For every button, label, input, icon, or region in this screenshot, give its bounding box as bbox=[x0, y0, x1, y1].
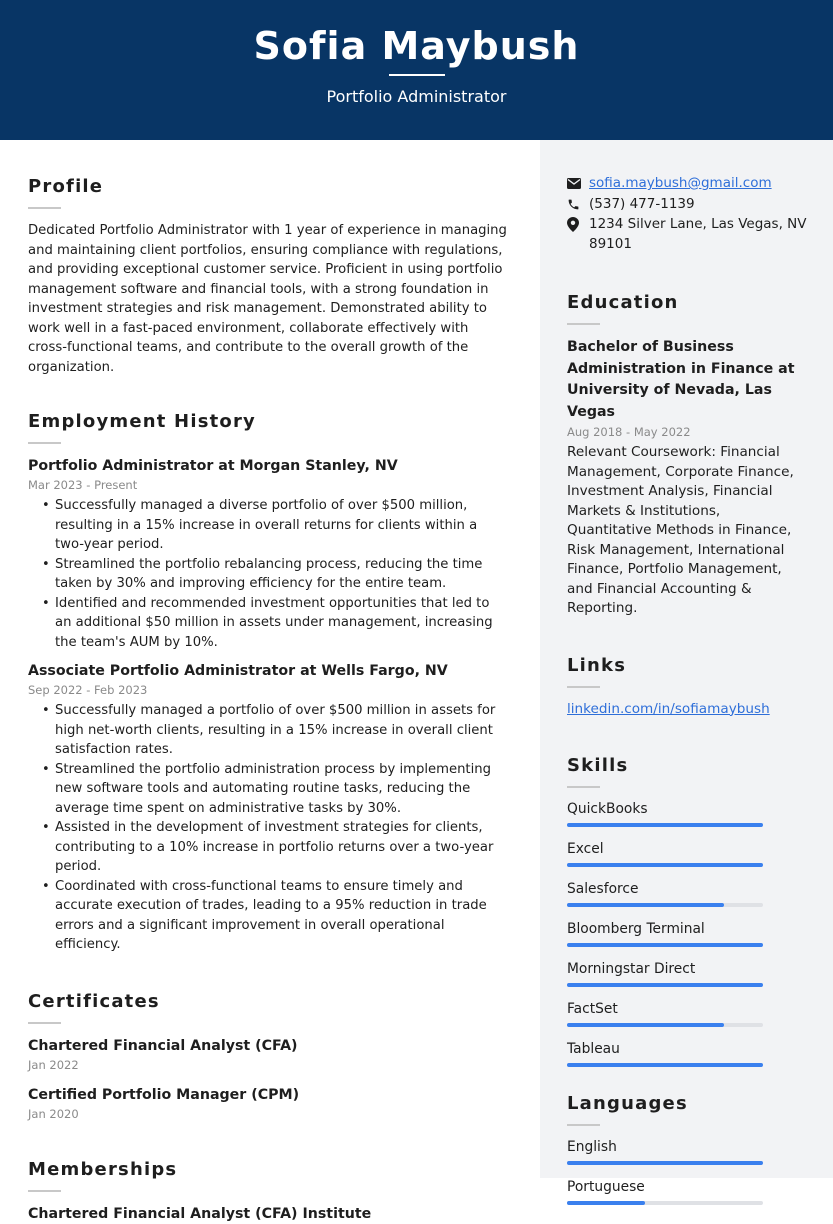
section-divider bbox=[567, 786, 600, 788]
envelope-icon bbox=[567, 174, 589, 193]
map-pin-icon bbox=[567, 215, 589, 234]
section-divider bbox=[28, 1190, 61, 1192]
section-divider bbox=[567, 686, 600, 688]
skill-item bbox=[567, 920, 807, 947]
skill-name: Bloomberg Terminal bbox=[567, 921, 705, 937]
certificate-name: Chartered Financial Analyst (CFA) bbox=[28, 1037, 298, 1054]
skill-bar bbox=[567, 943, 763, 947]
languages-heading: Languages bbox=[567, 1093, 688, 1114]
skill-bar bbox=[567, 823, 763, 827]
section-divider bbox=[28, 207, 61, 209]
section-divider bbox=[28, 442, 61, 444]
skill-bar-fill bbox=[567, 863, 763, 867]
skill-name: Excel bbox=[567, 841, 604, 857]
job-bullets bbox=[28, 496, 508, 652]
certificate-date: Jan 2022 bbox=[28, 1057, 79, 1072]
linkedin-link[interactable]: linkedin.com/in/sofiamaybush bbox=[567, 700, 770, 717]
header-divider bbox=[389, 74, 445, 76]
skill-bar bbox=[567, 1063, 763, 1067]
job-entry bbox=[28, 661, 508, 955]
membership-item: Chartered Financial Analyst (CFA) Institute bbox=[28, 1205, 372, 1222]
skill-bar-fill bbox=[567, 943, 763, 947]
links-section bbox=[567, 655, 807, 720]
job-bullets bbox=[28, 701, 508, 955]
links-heading: Links bbox=[567, 654, 627, 676]
section-divider bbox=[567, 1124, 600, 1126]
certificates-section bbox=[28, 991, 508, 1122]
memberships-section bbox=[28, 1159, 508, 1224]
candidate-title: Portfolio Administrator bbox=[326, 87, 507, 106]
section-divider bbox=[28, 1022, 61, 1024]
language-bar bbox=[567, 1201, 763, 1205]
skill-bar-fill bbox=[567, 983, 763, 987]
job-date: Mar 2023 - Present bbox=[28, 478, 138, 492]
profile-section bbox=[28, 176, 508, 377]
job-entry bbox=[28, 456, 508, 652]
language-bar bbox=[567, 1161, 763, 1165]
skill-item bbox=[567, 880, 807, 907]
language-name: English bbox=[567, 1139, 617, 1155]
skill-name: QuickBooks bbox=[567, 801, 648, 817]
skill-item bbox=[567, 1040, 807, 1067]
memberships-heading: Memberships bbox=[28, 1158, 178, 1180]
contact-phone-row bbox=[567, 195, 807, 215]
skill-bar bbox=[567, 983, 763, 987]
certificate-entry bbox=[28, 1085, 508, 1122]
profile-text: Dedicated Portfolio Administrator with 1 year of experience in managing and maintaining client portfolios, ensuring compliance with regulations, and providing exceptional customer service. Proficient in using portfolio management software and financial tools, with a strong foundation in investment strategies and risk management. Demonstrated ability to work well in a fast-paced environment, collaborate effectively with cross-functional teams, and contribute to the overall growth of the organization. bbox=[28, 223, 507, 375]
languages-section bbox=[567, 1093, 807, 1205]
education-details: Relevant Coursework: Financial Management, Corporate Finance, Investment Analysis, Financial Markets & Institutions, Quantitative Methods in Finance, Risk Management, International Finance, Portfolio Management, and Financial Accounting & Reporting. bbox=[567, 444, 794, 616]
job-bullet: • Successfully managed a diverse portfolio of over $500 million, resulting in a 15% increase in overall returns for clients within a two-year period. bbox=[28, 496, 508, 555]
skill-bar bbox=[567, 863, 763, 867]
sidebar-content bbox=[567, 140, 807, 1218]
certificate-date: Jan 2020 bbox=[28, 1106, 79, 1121]
employment-heading: Employment History bbox=[28, 411, 256, 432]
skills-heading: Skills bbox=[567, 755, 629, 776]
phone-text: (537) 477-1139 bbox=[589, 195, 695, 212]
job-bullet: • Streamlined the portfolio administration process by implementing new software tools and automating routine tasks, reducing the average time spent on administrative tasks by 30%. bbox=[28, 760, 508, 819]
skill-item bbox=[567, 960, 807, 987]
language-name: Portuguese bbox=[567, 1179, 645, 1195]
resume-header bbox=[0, 0, 833, 140]
language-bar-fill bbox=[567, 1161, 763, 1165]
language-item bbox=[567, 1138, 807, 1165]
skill-name: FactSet bbox=[567, 1001, 618, 1017]
skill-name: Morningstar Direct bbox=[567, 961, 696, 977]
job-title: Associate Portfolio Administrator at Wells Fargo, NV bbox=[28, 663, 448, 679]
email-link[interactable]: sofia.maybush@gmail.com bbox=[589, 175, 772, 191]
job-bullet: • Successfully managed a portfolio of over $500 million in assets for high net-worth clients, resulting in a 15% increase in overall client satisfaction rates. bbox=[28, 701, 508, 760]
job-bullet: • Streamlined the portfolio rebalancing process, reducing the time taken by 30% and improving efficiency for the entire team. bbox=[28, 555, 508, 594]
certificate-name: Certified Portfolio Manager (CPM) bbox=[28, 1086, 300, 1103]
skill-bar-fill bbox=[567, 823, 763, 827]
skills-section bbox=[567, 755, 807, 1067]
skill-name: Tableau bbox=[567, 1041, 620, 1057]
skill-item bbox=[567, 840, 807, 867]
language-bar-fill bbox=[567, 1201, 645, 1205]
skill-bar bbox=[567, 1023, 763, 1027]
skill-name: Salesforce bbox=[567, 881, 639, 897]
contact-block bbox=[567, 174, 807, 254]
main-column bbox=[28, 140, 508, 1224]
candidate-name: Sofia Maybush bbox=[253, 24, 580, 68]
job-date: Sep 2022 - Feb 2023 bbox=[28, 683, 148, 697]
language-item bbox=[567, 1178, 807, 1205]
contact-email-row bbox=[567, 174, 807, 194]
skill-bar-fill bbox=[567, 903, 724, 907]
education-heading: Education bbox=[567, 292, 679, 313]
job-bullet: • Assisted in the development of investment strategies for clients, contributing to a 10% increase in portfolio returns over a two-year period. bbox=[28, 818, 508, 877]
employment-section bbox=[28, 411, 508, 955]
profile-heading: Profile bbox=[28, 176, 104, 197]
certificate-entry bbox=[28, 1036, 508, 1073]
section-divider bbox=[567, 323, 600, 325]
education-date: Aug 2018 - May 2022 bbox=[567, 425, 691, 439]
certificates-heading: Certificates bbox=[28, 990, 160, 1012]
skill-bar-fill bbox=[567, 1023, 724, 1027]
skill-item bbox=[567, 800, 807, 827]
degree-title: Bachelor of Business Administration in Finance at University of Nevada, Las Vegas bbox=[567, 339, 795, 420]
contact-address-row bbox=[567, 215, 807, 254]
address-text: 1234 Silver Lane, Las Vegas, NV 89101 bbox=[589, 216, 807, 252]
job-bullet: • Identified and recommended investment opportunities that led to an additional $50 million in assets under management, increasing the team's AUM by 10%. bbox=[28, 594, 508, 653]
phone-icon bbox=[567, 195, 589, 214]
skill-bar-fill bbox=[567, 1063, 763, 1067]
skills-list bbox=[567, 800, 807, 1067]
job-title: Portfolio Administrator at Morgan Stanley, NV bbox=[28, 458, 398, 474]
skill-bar bbox=[567, 903, 763, 907]
education-section bbox=[567, 292, 807, 619]
job-bullet: • Coordinated with cross-functional teams to ensure timely and accurate execution of trades, leading to a 95% reduction in trade errors and a significant improvement in overall operational efficiency. bbox=[28, 877, 508, 955]
skill-item bbox=[567, 1000, 807, 1027]
